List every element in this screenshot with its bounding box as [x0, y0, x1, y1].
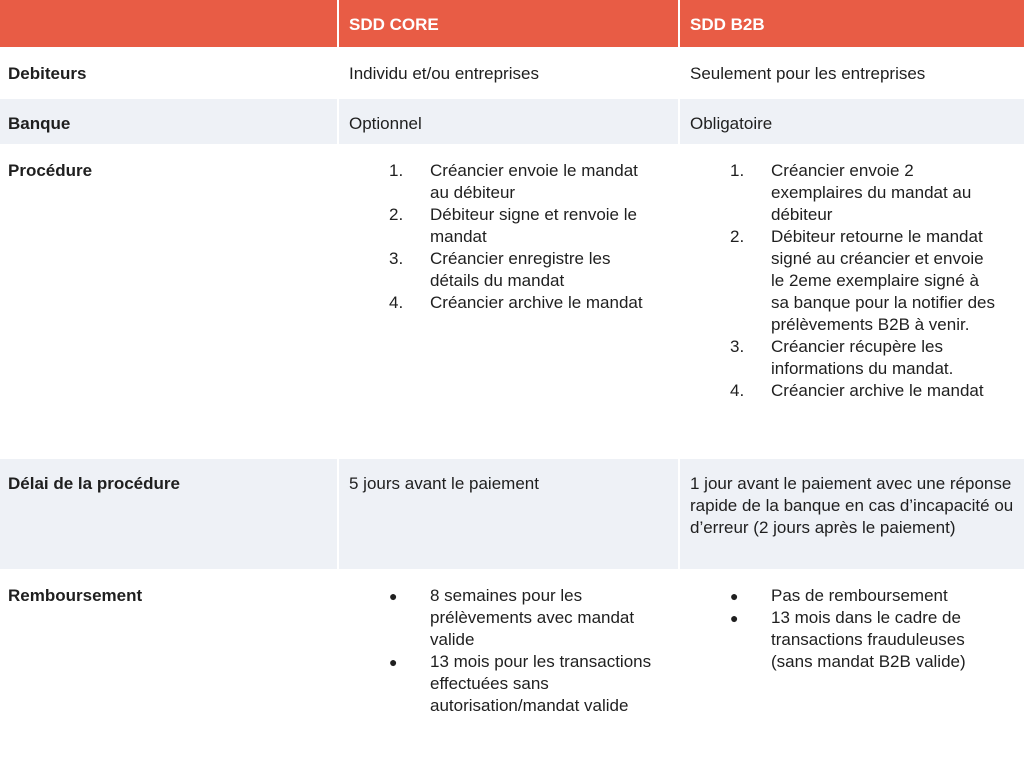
row-label-procedure: Procédure — [0, 146, 339, 459]
list-item-text: 13 mois dans le cadre de transactions frauduleuses (sans mandat B2B valide) — [771, 608, 966, 671]
list-item-text: Créancier envoie le mandat au débiteur — [430, 161, 638, 202]
cell-delai-core: 5 jours avant le paiement — [339, 459, 680, 571]
list-item-text: Créancier enregistre les détails du mandat — [430, 249, 611, 290]
list-item — [339, 651, 668, 717]
list-item — [680, 160, 1014, 226]
list-item — [680, 607, 1014, 673]
list-marker: 4. — [389, 293, 404, 312]
cell-banque-core: Optionnel — [339, 99, 680, 146]
procedure-b2b-list — [680, 160, 1014, 402]
bullet-icon: ● — [730, 588, 739, 604]
list-marker: 2. — [730, 227, 745, 246]
cell-procedure-core — [339, 146, 680, 459]
list-item — [680, 336, 1014, 380]
bullet-icon: ● — [389, 588, 398, 604]
list-item — [339, 160, 668, 204]
list-marker: 3. — [389, 249, 404, 268]
cell-banque-b2b: Obligatoire — [680, 99, 1024, 146]
list-item — [680, 226, 1014, 336]
header-sdd-b2b: SDD B2B — [680, 0, 1024, 49]
list-item-text: 8 semaines pour les prélèvements avec mandat valide — [430, 586, 635, 649]
list-item-text: Créancier archive le mandat — [430, 293, 643, 312]
list-item — [339, 585, 668, 651]
cell-procedure-b2b — [680, 146, 1024, 459]
header-sdd-core: SDD CORE — [339, 0, 680, 49]
remboursement-b2b-list — [680, 585, 1014, 673]
list-item-text: Créancier récupère les informations du mandat. — [771, 337, 954, 378]
cell-remboursement-core — [339, 571, 680, 757]
list-marker: 1. — [730, 161, 745, 180]
list-item-text: Pas de remboursement — [771, 586, 948, 605]
list-item — [339, 204, 668, 248]
list-marker: 4. — [730, 381, 745, 400]
list-item-text: Créancier archive le mandat — [771, 381, 984, 400]
list-marker: 3. — [730, 337, 745, 356]
list-item-text: Débiteur retourne le mandat signé au créancier et envoie le 2eme exemplaire signé à sa banque pour la notifier des prélèvements B2B à venir. — [771, 227, 995, 334]
cell-debiteurs-core: Individu et/ou entreprises — [339, 49, 680, 99]
list-item — [680, 585, 1014, 607]
list-item-text: Créancier envoie 2 exemplaires du mandat au débiteur — [771, 161, 972, 224]
list-marker: 1. — [389, 161, 404, 180]
row-label-remboursement: Remboursement — [0, 571, 339, 757]
cell-delai-b2b: 1 jour avant le paiement avec une réponse rapide de la banque en cas d’incapacité ou d’erreur (2 jours après le paiement) — [680, 459, 1024, 571]
cell-debiteurs-b2b: Seulement pour les entreprises — [680, 49, 1024, 99]
list-item — [680, 380, 1014, 402]
list-item-text: Débiteur signe et renvoie le mandat — [430, 205, 637, 246]
list-item — [339, 248, 668, 292]
procedure-core-list — [339, 160, 668, 314]
bullet-icon: ● — [389, 654, 398, 670]
remboursement-core-list — [339, 585, 668, 717]
row-label-banque: Banque — [0, 99, 339, 146]
row-label-delai: Délai de la procédure — [0, 459, 339, 571]
header-empty-cell — [0, 0, 339, 49]
row-label-debiteurs: Debiteurs — [0, 49, 339, 99]
bullet-icon: ● — [730, 610, 739, 626]
list-marker: 2. — [389, 205, 404, 224]
cell-remboursement-b2b — [680, 571, 1024, 757]
list-item — [339, 292, 668, 314]
list-item-text: 13 mois pour les transactions effectuées sans autorisation/mandat valide — [430, 652, 652, 715]
